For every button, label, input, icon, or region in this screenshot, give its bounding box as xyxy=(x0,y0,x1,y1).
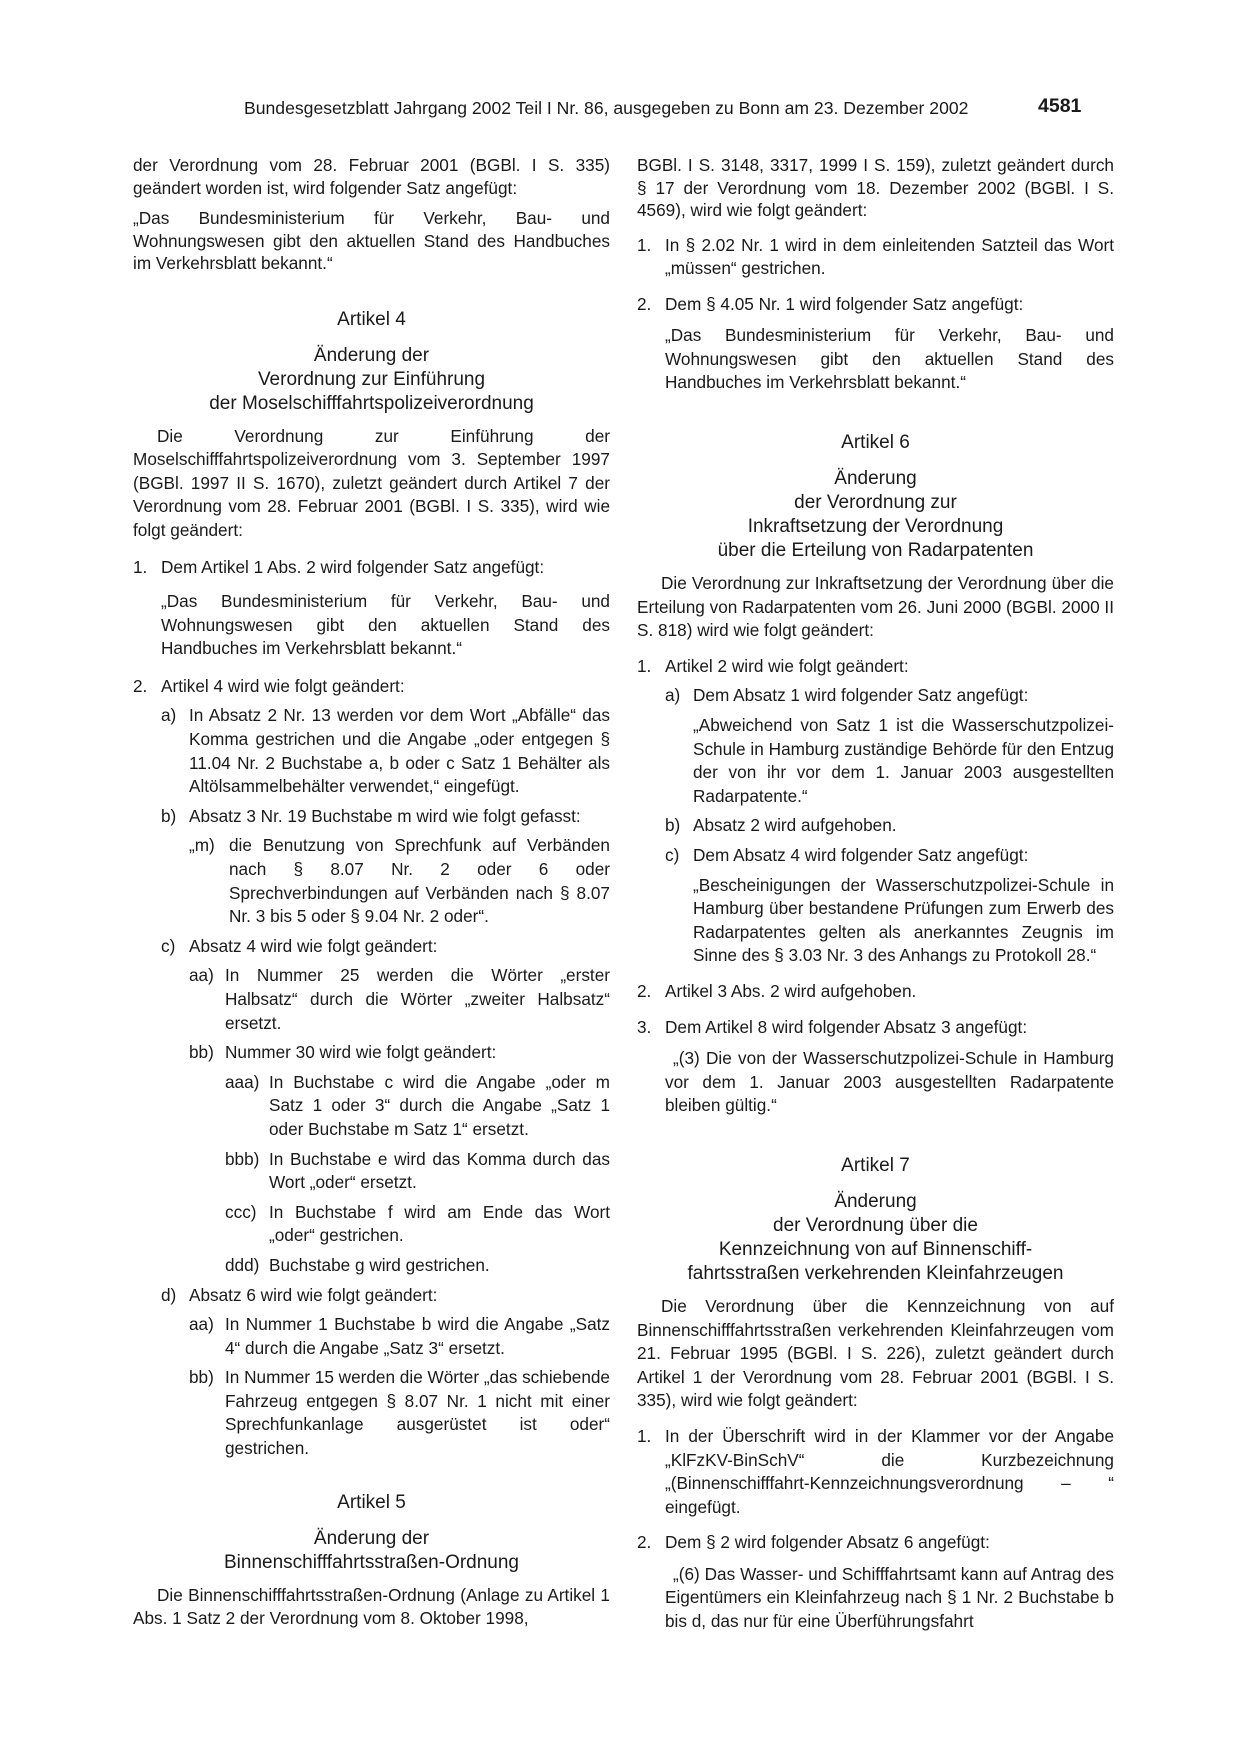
sub-item-letter: d) xyxy=(161,1284,177,1305)
sub-sub-item-text: In Nummer 15 werden die Wörter „das schiebende Fahrzeug entgegen § 8.07 Nr. 1 nicht mit einer Sprechfunkanlage ausgerüstet ist oder“ gestrichen. xyxy=(225,1367,610,1459)
sub-item-letter: c) xyxy=(161,935,176,956)
article-6-subtitle-line: der Verordnung zur xyxy=(794,492,957,514)
sub-sub-sub-item xyxy=(133,1071,610,1142)
sub-item-text: Absatz 3 Nr. 19 Buchstabe m wird wie folgt gefasst: xyxy=(189,805,581,826)
page-number: 4581 xyxy=(1038,95,1082,117)
list-item-text: Dem § 2 wird folgender Absatz 6 angefügt: xyxy=(665,1532,990,1553)
article-7-intro: Die Verordnung über die Kennzeichnung von auf Binnenschifffahrtsstraßen verkehrenden Kleinfahrzeugen vom 21. Februar 1995 (BGBl. I S. 226), zuletzt geändert durch Artikel 1 der Verordnung vom 28. Februar 2001 (BGBl. I S. 335), wird wie folgt geändert: xyxy=(637,1295,1114,1411)
list-item-number: 3. xyxy=(637,1016,652,1037)
article-7-subtitle-line: Kennzeichnung von auf Binnenschiff- xyxy=(718,1238,1033,1260)
list-item xyxy=(133,675,610,699)
list-item-text: Artikel 3 Abs. 2 wird aufgehoben. xyxy=(665,980,917,1001)
sub-sub-item xyxy=(133,1313,610,1360)
sub-item-text: In Absatz 2 Nr. 13 werden vor dem Wort „Abfälle“ das Komma gestrichen und die Angabe „oder entgegen § 11.04 Nr. 2 Buchstabe a, b oder c Satz 1 Behälter als Altölsammelbehälter verwendet,“ eingefügt. xyxy=(189,705,610,797)
intro-paragraph: der Verordnung vom 28. Februar 2001 (BGBl. I S. 335) geändert worden ist, wird folgender Satz angefügt: xyxy=(133,155,610,198)
intro-quote: „Das Bundesministerium für Verkehr, Bau- und Wohnungswesen gibt den aktuellen Stand des Handbuches im Verkehrsblatt bekannt.“ xyxy=(133,208,610,273)
list-item-text: In der Überschrift wird in der Klammer vor der Angabe „KlFzKV-BinSchV“ die Kurzbezeichnung „(Binnenschifffahrt-Kennzeichnungsverordnung – “ eingefügt. xyxy=(665,1425,1114,1517)
sub-item xyxy=(133,704,610,798)
sub-item-text: Absatz 6 wird wie folgt geändert: xyxy=(189,1284,438,1305)
quote-text: „Das Bundesministerium für Verkehr, Bau- und Wohnungswesen gibt den aktuellen Stand des Handbuches im Verkehrsblatt bekannt.“ xyxy=(161,591,610,659)
left-column xyxy=(133,154,610,1631)
sub-item xyxy=(637,814,1114,838)
list-item xyxy=(637,655,1114,679)
list-item-text: Dem Artikel 1 Abs. 2 wird folgender Satz angefügt: xyxy=(161,557,545,578)
list-item xyxy=(637,1425,1114,1519)
sub-item xyxy=(133,805,610,829)
list-item-text: Dem Artikel 8 wird folgender Absatz 3 angefügt: xyxy=(665,1016,1028,1037)
article-7-title: Artikel 7 xyxy=(841,1154,910,1176)
list-item-text: In § 2.02 Nr. 1 wird in dem einleitenden Satzteil das Wort „müssen“ gestrichen. xyxy=(665,234,1114,279)
list-item-number: 2. xyxy=(637,980,652,1001)
header-title: Bundesgesetzblatt Jahrgang 2002 Teil I Nr. 86, ausgegeben zu Bonn am 23. Dezember 2002 xyxy=(244,98,969,118)
sub-sub-item-label: bb) xyxy=(189,1042,214,1063)
sub-item xyxy=(133,935,610,959)
article-7-subtitle-line: der Verordnung über die xyxy=(773,1214,978,1236)
sub-item-text: Dem Absatz 4 wird folgender Satz angefügt: xyxy=(693,845,1029,865)
list-item xyxy=(637,1531,1114,1555)
sub-item-letter: a) xyxy=(161,705,177,726)
list-item-number: 1. xyxy=(133,557,148,578)
sub-item-quote: „Bescheinigungen der Wasserschutzpolizei-Schule in Hamburg über bestandene Prüfungen zum Erwerb des Radarpatentes gelten als anerkanntes Zeugnis im Sinne des § 3.03 Nr. 3 des Anhangs zu Protokoll 28.“ xyxy=(693,874,1114,966)
article-5-subtitle xyxy=(133,1527,610,1575)
quote-text: „Das Bundesministerium für Verkehr, Bau- und Wohnungswesen gibt den aktuellen Stand des Handbuches im Verkehrsblatt bekannt.“ xyxy=(665,325,1114,393)
sub-sub-item-text: In Nummer 25 werden die Wörter „erster Halbsatz“ durch die Wörter „zweiter Halbsatz“ ersetzt. xyxy=(225,965,610,1033)
sub-item-letter: b) xyxy=(161,805,177,826)
sub-item-text: Absatz 4 wird wie folgt geändert: xyxy=(189,935,438,956)
sub-item-quote xyxy=(133,834,610,928)
quote-text: „(3) Die von der Wasserschutzpolizei-Schule in Hamburg vor dem 1. Januar 2003 ausgestellten Radarpatente bleiben gültig.“ xyxy=(665,1048,1114,1116)
article-6-subtitle xyxy=(637,467,1114,563)
sub-item-letter: a) xyxy=(665,685,681,706)
article-7-subtitle-line: fahrtsstraßen verkehrenden Kleinfahrzeugen xyxy=(687,1262,1064,1284)
sub-item-text: die Benutzung von Sprechfunk auf Verbänden nach § 8.07 Nr. 2 oder 6 oder Sprechverbindungen auf Verbänden nach § 8.07 Nr. 3 bis 5 oder § 9.04 Nr. 2 oder“. xyxy=(229,835,610,927)
right-column xyxy=(637,154,1114,1634)
sub-item-letter: b) xyxy=(665,815,681,836)
sub-sub-sub-item-label: ddd) xyxy=(225,1254,260,1275)
sub-item xyxy=(637,684,1114,708)
sub-sub-sub-item xyxy=(133,1148,610,1195)
sub-sub-item-label: bb) xyxy=(189,1367,214,1388)
sub-sub-item-text: In Nummer 1 Buchstabe b wird die Angabe „Satz 4“ durch die Angabe „Satz 3“ ersetzt. xyxy=(225,1314,610,1358)
page-header xyxy=(0,97,1240,127)
article-5-intro: Die Binnenschifffahrtsstraßen-Ordnung (Anlage zu Artikel 1 Abs. 1 Satz 2 der Verordnung vom 8. Oktober 1998, xyxy=(133,1584,610,1629)
sub-sub-sub-item-text: In Buchstabe e wird das Komma durch das Wort „oder“ ersetzt. xyxy=(269,1148,610,1193)
article-5-title: Artikel 5 xyxy=(337,1491,406,1513)
sub-item-quote: „Abweichend von Satz 1 ist die Wasserschutzpolizei-Schule in Hamburg zuständige Behörde für den Entzug der von ihr vor dem 1. Januar 2003 ausgestellten Radarpatente.“ xyxy=(693,715,1114,806)
list-item-number: 1. xyxy=(637,655,652,676)
article-5-continued: BGBl. I S. 3148, 3317, 1999 I S. 159), zuletzt geändert durch § 17 der Verordnung vom 18. Dezember 2002 (BGBl. I S. 4569), wird wie folgt geändert: xyxy=(637,155,1114,220)
list-item-text: Artikel 4 wird wie folgt geändert: xyxy=(161,675,405,696)
list-item-number: 1. xyxy=(637,234,652,255)
article-5-subtitle-line: Änderung der xyxy=(313,1527,430,1549)
article-4-intro: Die Verordnung zur Einführung der Moselschifffahrtspolizeiverordnung vom 3. September 1997 (BGBl. 1997 II S. 1670), zuletzt geändert durch Artikel 7 der Verordnung vom 28. Februar 2001 (BGBl. I S. 335), wird wie folgt geändert: xyxy=(133,425,610,540)
sub-sub-sub-item xyxy=(133,1254,610,1278)
sub-sub-sub-item xyxy=(133,1201,610,1248)
list-item xyxy=(637,1016,1114,1040)
sub-sub-sub-item-label: ccc) xyxy=(225,1201,257,1222)
list-item-number: 1. xyxy=(637,1425,652,1446)
article-4-title: Artikel 4 xyxy=(337,308,406,330)
article-6-title: Artikel 6 xyxy=(841,432,910,454)
sub-sub-sub-item-text: Buchstabe g wird gestrichen. xyxy=(269,1254,490,1275)
sub-sub-item-label: aa) xyxy=(189,965,214,986)
article-6-subtitle-line: Änderung xyxy=(834,468,917,490)
article-4-subtitle xyxy=(133,344,610,416)
sub-item xyxy=(133,1284,610,1308)
list-item-text: Dem § 4.05 Nr. 1 wird folgender Satz angefügt: xyxy=(665,293,1024,314)
sub-item xyxy=(637,844,1114,868)
article-6-intro: Die Verordnung zur Inkraftsetzung der Verordnung über die Erteilung von Radarpatenten vom 26. Juni 2000 (BGBl. 2000 II S. 818) wird wie folgt geändert: xyxy=(637,573,1114,641)
article-4-subtitle-line: Änderung der xyxy=(313,344,430,366)
list-item-number: 2. xyxy=(637,293,652,314)
list-item xyxy=(133,556,610,580)
quote-text: „(6) Das Wasser- und Schifffahrtsamt kann auf Antrag des Eigentümers ein Kleinfahrzeug nach § 1 Nr. 2 Buchstabe b bis d, das nur für eine Überführungsfahrt xyxy=(665,1563,1114,1632)
sub-sub-sub-item-label: bbb) xyxy=(225,1148,260,1169)
article-5-subtitle-line: Binnenschifffahrtsstraßen-Ordnung xyxy=(223,1551,520,1573)
list-item-text: Artikel 2 wird wie folgt geändert: xyxy=(665,655,909,676)
sub-sub-item-label: aa) xyxy=(189,1314,214,1335)
sub-sub-sub-item-text: In Buchstabe f wird am Ende das Wort „oder“ gestrichen. xyxy=(269,1201,610,1246)
article-4-subtitle-line: Verordnung zur Einführung xyxy=(257,368,486,390)
sub-sub-sub-item-text: In Buchstabe c wird die Angabe „oder m Satz 1 oder 3“ durch die Angabe „Satz 1 oder Buchstabe m Satz 1“ ersetzt. xyxy=(269,1071,610,1139)
article-6-subtitle-line: über die Erteilung von Radarpatenten xyxy=(717,540,1034,562)
sub-sub-item xyxy=(133,1041,610,1065)
list-item-number: 2. xyxy=(637,1532,652,1553)
sub-sub-item xyxy=(133,964,610,1035)
article-7-subtitle-line: Änderung xyxy=(834,1190,917,1212)
sub-item-letter: c) xyxy=(665,845,680,865)
sub-item-text: Dem Absatz 1 wird folgender Satz angefügt: xyxy=(693,685,1029,706)
list-item xyxy=(637,234,1114,281)
sub-sub-item-text: Nummer 30 wird wie folgt geändert: xyxy=(225,1042,497,1063)
sub-item-text: Absatz 2 wird aufgehoben. xyxy=(693,815,897,836)
list-item xyxy=(637,980,1114,1004)
list-item-number: 2. xyxy=(133,675,148,696)
article-4-subtitle-line: der Moselschifffahrtspolizeiverordnung xyxy=(209,392,534,414)
article-7-subtitle xyxy=(637,1190,1114,1286)
sub-sub-item xyxy=(133,1366,610,1460)
sub-item-letter: „m) xyxy=(189,835,215,856)
list-item xyxy=(637,293,1114,317)
article-6-subtitle-line: Inkraftsetzung der Verordnung xyxy=(747,516,1004,538)
sub-sub-sub-item-label: aaa) xyxy=(225,1071,260,1092)
